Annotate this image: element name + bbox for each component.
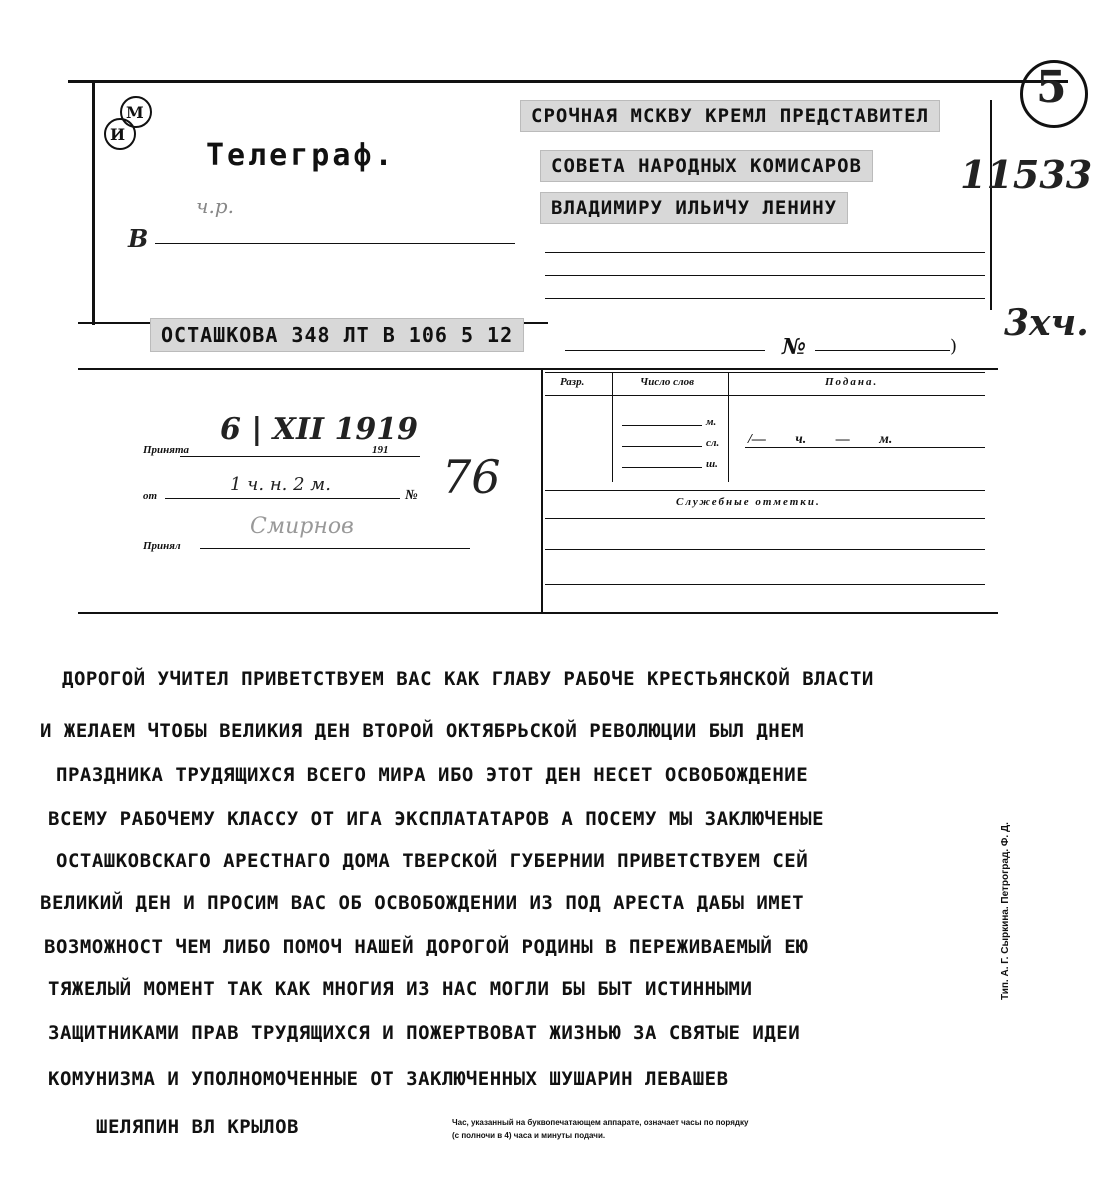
accepted-label: Принята <box>143 444 190 456</box>
table-top-line <box>545 372 985 373</box>
telegram-number: 11533 <box>960 152 1093 197</box>
message-line: ШЕЛЯПИН ВЛ КРЫЛОВ <box>96 1116 299 1138</box>
words-sl-label: сл. <box>706 437 720 449</box>
message-line: ОСТАШКОВСКАГО АРЕСТНАГО ДОМА ТВЕРСКОЙ ГУБЕРНИИ ПРИВЕТСТВУЕМ СЕЙ <box>56 850 809 872</box>
address-tape-line-2: СОВЕТА НАРОДНЫХ КОМИСАРОВ <box>540 150 873 182</box>
table-col-filed: Подана. <box>825 376 879 388</box>
words-sh-label: ш. <box>706 458 718 470</box>
message-line: И ЖЕЛАЕМ ЧТОБЫ ВЕЛИКИЯ ДЕН ВТОРОЙ ОКТЯБРЬСКОЙ РЕВОЛЮЦИИ БЫЛ ДНЕМ <box>40 720 805 742</box>
words-m-label: м. <box>706 416 717 428</box>
message-line: ВОЗМОЖНОСТ ЧЕМ ЛИБО ПОМОЧ НАШЕЙ ДОРОГОЙ РОДИНЫ В ПЕРЕЖИВАЕМЫЙ ЕЮ <box>44 936 809 958</box>
frame-left-line <box>92 80 95 325</box>
no-label: № <box>405 488 418 503</box>
address-line-4 <box>545 252 985 253</box>
in-underline <box>155 243 515 244</box>
address-line-6 <box>545 298 985 299</box>
table-vline-1 <box>612 372 613 482</box>
accepted-date: 6 | XII 1919 <box>220 412 418 447</box>
svg-text:М: М <box>126 103 144 122</box>
address-right-rule <box>990 100 992 310</box>
corner-handwritten: 3хч. <box>1004 302 1089 344</box>
from-label: от <box>143 490 158 502</box>
words-line-3 <box>622 467 702 468</box>
message-line: КОМУНИЗМА И УПОЛНОМОЧЕННЫЕ ОТ ЗАКЛЮЧЕННЫХ ШУШАРИН ЛЕВАШЕВ <box>48 1068 729 1090</box>
origin-tape: ОСТАШКОВА 348 ЛТ В 106 5 12 <box>150 318 524 352</box>
message-line: ПРАЗДНИКА ТРУДЯЩИХСЯ ВСЕГО МИРА ИБО ЭТОТ ДЕН НЕСЕТ ОСВОБОЖДЕНИЕ <box>56 764 809 786</box>
table-col-razr: Разр. <box>560 376 585 388</box>
received-label: Принял <box>143 540 181 552</box>
circled-number-text: 5 <box>1036 62 1067 113</box>
address-tape-line-1: СРОЧНАЯ МСКВУ КРЕМЛ ПРЕДСТАВИТЕЛ <box>520 100 940 132</box>
number-label: № <box>782 334 806 360</box>
vertical-divider <box>541 368 543 613</box>
footnote-line-2: (с полночи в 4) часа и минуты подачи. <box>452 1131 606 1140</box>
from-value: 1 ч. н. 2 м. <box>230 474 331 495</box>
message-line: ЗАЩИТНИКАМИ ПРАВ ТРУДЯЩИХСЯ И ПОЖЕРТВОВАТ ЖИЗНЬЮ ЗА СВЯТЫЕ ИДЕИ <box>48 1022 801 1044</box>
filed-underline <box>745 447 985 448</box>
words-line-1 <box>622 425 702 426</box>
table-vline-2 <box>728 372 729 482</box>
received-signature: Смирнов <box>250 514 354 539</box>
footnote-line-1: Час, указанный на буквопечатающем аппарате, означает часы по порядку <box>452 1118 749 1127</box>
address-tape-line-3: ВЛАДИМИРУ ИЛЬИЧУ ЛЕНИНУ <box>540 192 848 224</box>
message-line: ДОРОГОЙ УЧИТЕЛ ПРИВЕТСТВУЕМ ВАС КАК ГЛАВУ РАБОЧЕ КРЕСТЬЯНСКОЙ ВЛАСТИ <box>62 668 874 690</box>
mid-separator <box>78 368 998 370</box>
origin-underline-1 <box>565 350 765 351</box>
accepted-underline <box>180 456 420 457</box>
telegraph-logo-icon-2 <box>120 96 152 128</box>
frame-top-line <box>68 80 1068 83</box>
in-label: В <box>128 224 149 253</box>
service-notes-label: Служебные отметки. <box>676 496 821 508</box>
no-value: 76 <box>442 450 501 504</box>
notes-line-3 <box>545 584 985 585</box>
table-col-words: Число слов <box>640 376 695 388</box>
message-line: ВЕЛИКИЙ ДЕН И ПРОСИМ ВАС ОБ ОСВОБОЖДЕНИИ ИЗ ПОД АРЕСТА ДАБЫ ИМЕТ <box>40 892 805 914</box>
from-underline <box>165 498 400 499</box>
table-header-line <box>545 395 985 396</box>
in-handwritten: ч.р. <box>196 194 234 218</box>
svg-text:И: И <box>110 125 126 144</box>
number-paren: ) <box>950 336 958 357</box>
filed-line: /— ч. — м. <box>748 432 893 447</box>
message-line: ТЯЖЕЛЫЙ МОМЕНТ ТАК КАК МНОГИЯ ИЗ НАС МОГЛИ БЫ БЫТ ИСТИННЫМИ <box>48 978 753 1000</box>
form-title: Телеграф. <box>206 138 396 173</box>
form-bottom-line <box>78 612 998 614</box>
table-bottom-line <box>545 490 985 491</box>
logo-letters: ИМ <box>100 150 111 160</box>
side-imprint: Тип. А. Г. Сыркина. Петроград. Ф. Д. <box>1000 822 1011 1000</box>
address-line-5 <box>545 275 985 276</box>
message-line: ВСЕМУ РАБОЧЕМУ КЛАССУ ОТ ИГА ЭКСПЛАТАТАРОВ А ПОСЕМУ МЫ ЗАКЛЮЧЕНЫЕ <box>48 808 825 830</box>
received-underline <box>200 548 470 549</box>
notes-line-2 <box>545 549 985 550</box>
number-underline <box>815 350 950 351</box>
year-prefix: 191 <box>372 444 389 456</box>
notes-line-1 <box>545 518 985 519</box>
words-line-2 <box>622 446 702 447</box>
